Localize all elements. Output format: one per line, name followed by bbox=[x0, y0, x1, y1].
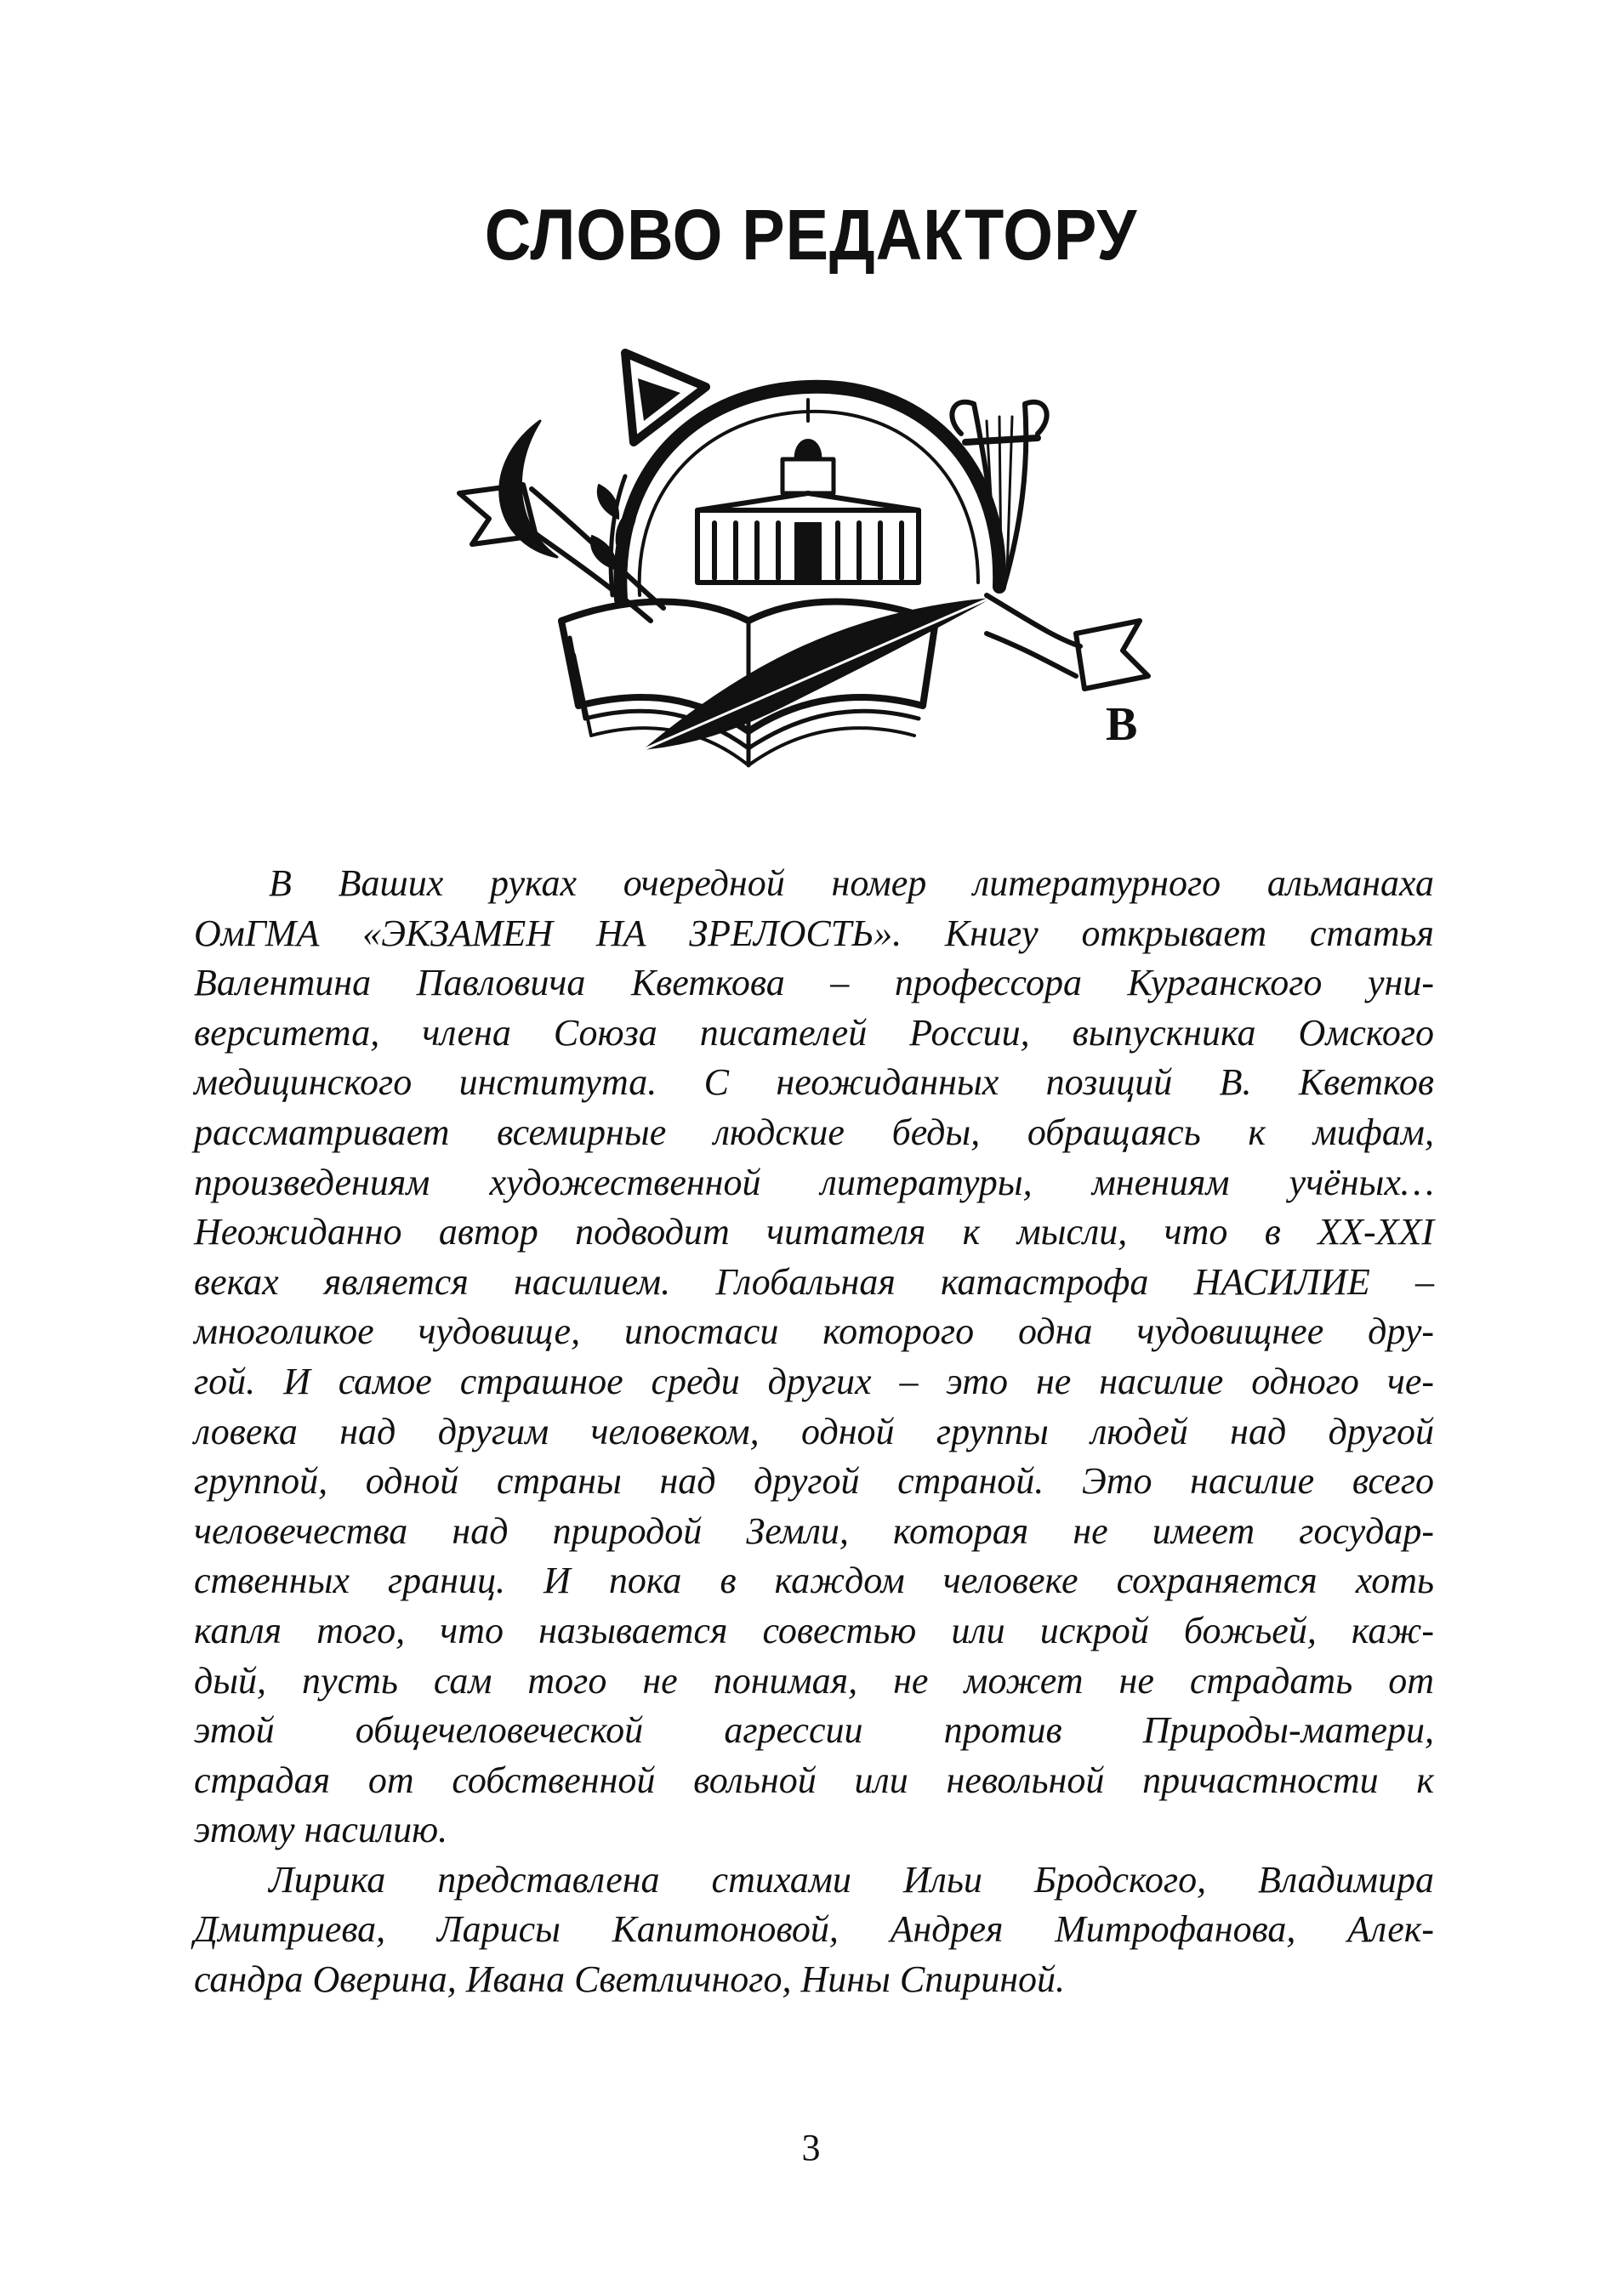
text-line: многоликое чудовище, ипостаси которого одна чудовищнее дру- bbox=[194, 1310, 1434, 1353]
text-line: верситета, члена Союза писателей России, выпускника Омского bbox=[194, 1011, 1434, 1054]
text-line: В Ваших руках очередной номер литературного альманаха bbox=[269, 862, 1434, 904]
text-line: веках является насилием. Глобальная катастрофа НАСИЛИЕ – bbox=[194, 1260, 1434, 1303]
artist-signature: В bbox=[1106, 698, 1138, 751]
text-line: страдая от собственной вольной или невольной причастности к bbox=[194, 1759, 1434, 1801]
text-line: этому насилию. bbox=[194, 1809, 448, 1851]
editorial-text bbox=[194, 859, 1434, 2005]
text-line: рассматривает всемирные людские беды, обращаясь к мифам, bbox=[194, 1111, 1434, 1153]
text-line: медицинского института. С неожиданных позиций В. Кветков bbox=[194, 1061, 1434, 1104]
text-line: сандра Оверина, Ивана Светличного, Нины Спириной. bbox=[194, 1958, 1066, 2001]
text-line: ОмГМА «ЭКЗАМЕН НА ЗРЕЛОСТЬ». Книгу открывает статья bbox=[194, 912, 1434, 954]
text-line: капля того, что называется совестью или искрой божьей, каж- bbox=[194, 1609, 1434, 1651]
page-number: 3 bbox=[801, 2127, 821, 2168]
text-line: группой, одной страны над другой страной. Это насилие всего bbox=[194, 1460, 1434, 1503]
text-line: ственных границ. И пока в каждом человеке сохраняется хоть bbox=[194, 1560, 1434, 1602]
text-line: человечества над природой Земли, которая не имеет государ- bbox=[194, 1509, 1434, 1552]
text-line: гой. И самое страшное среди других – это не насилие одного че- bbox=[194, 1360, 1434, 1402]
text-line: произведениям художественной литературы, мнениям учёных… bbox=[194, 1161, 1434, 1203]
text-line: ловека над другим человеком, одной группы людей над другой bbox=[194, 1410, 1434, 1452]
text-line: этой общечеловеческой агрессии против Природы-матери, bbox=[194, 1709, 1434, 1752]
text-line: Дмитриева, Ларисы Капитоновой, Андрея Митрофанова, Алек- bbox=[194, 1908, 1434, 1951]
text-line: Валентина Павловича Кветкова – профессора Курганского уни- bbox=[194, 962, 1434, 1004]
page-title: СЛОВО РЕДАКТОРУ bbox=[484, 195, 1138, 275]
text-line: Неожиданно автор подводит читателя к мысли, что в XX-XXI bbox=[194, 1211, 1434, 1253]
text-line: Лирика представлена стихами Ильи Бродского, Владимира bbox=[269, 1858, 1434, 1901]
almanac-emblem-icon bbox=[442, 340, 1174, 816]
text-line: дый, пусть сам того не понимая, не может не страдать от bbox=[194, 1659, 1434, 1702]
